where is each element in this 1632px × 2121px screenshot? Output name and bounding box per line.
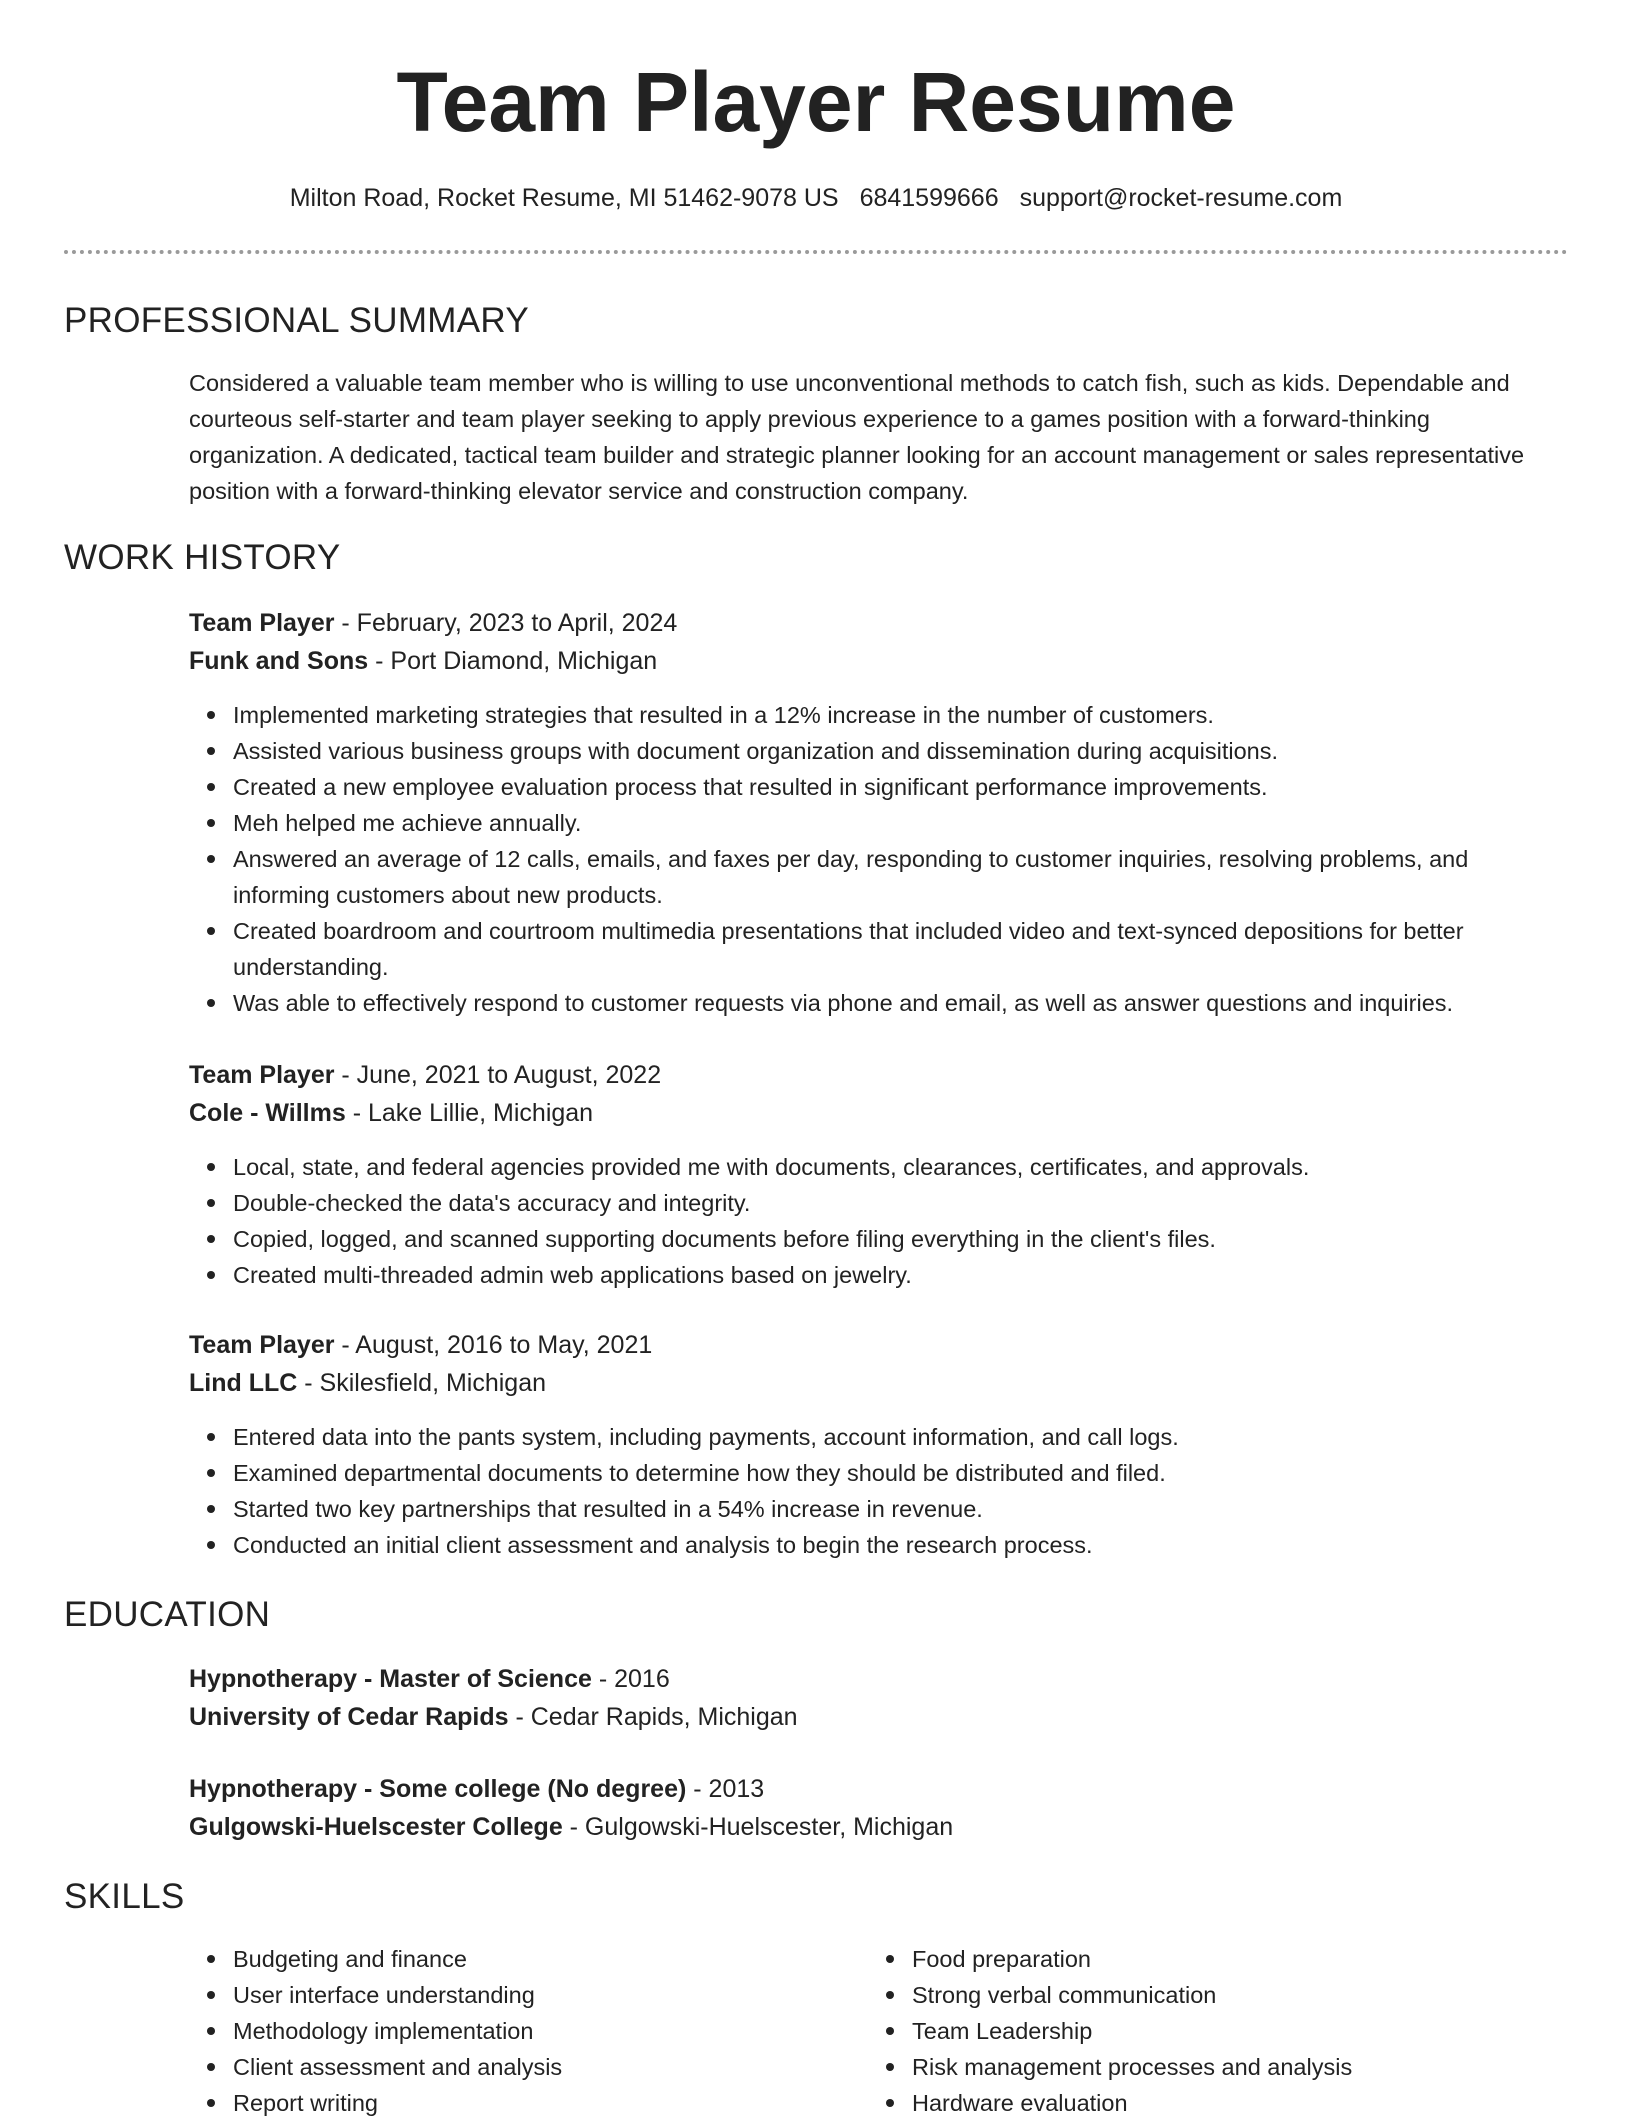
job-bullets-block — [189, 1149, 1569, 1293]
job-role: Team Player — [189, 1331, 335, 1359]
education-degree-line — [189, 1770, 1569, 1808]
job-location: - Skilesfield, Michigan — [297, 1369, 547, 1397]
job-role-line — [189, 1056, 1569, 1094]
job-bullet: Local, state, and federal agencies provided me with documents, clearances, certificates, and approvals. — [189, 1149, 1569, 1185]
education-degree: Hypnotherapy - Master of Science — [189, 1665, 592, 1693]
skill-item: Strong verbal communication — [868, 1977, 1508, 2013]
job-bullet: Double-checked the data's accuracy and integrity. — [189, 1185, 1569, 1221]
job-company-line — [189, 1094, 1569, 1132]
skill-item: Budgeting and finance — [189, 1941, 829, 1977]
job-entry — [189, 1056, 1569, 1132]
job-bullet: Created a new employee evaluation process that resulted in significant performance improvements. — [189, 769, 1569, 805]
education-school: Gulgowski-Huelscester College — [189, 1813, 563, 1841]
skill-item: Food preparation — [868, 1941, 1508, 1977]
skill-item: Hardware evaluation — [868, 2085, 1508, 2121]
job-company: Cole - Willms — [189, 1099, 346, 1127]
education-year: - 2016 — [591, 1665, 670, 1693]
job-entry — [189, 1326, 1569, 1402]
job-company-line — [189, 642, 1569, 680]
education-school: University of Cedar Rapids — [189, 1703, 509, 1731]
contact-email: support@rocket-resume.com — [1019, 184, 1343, 212]
education-school-line — [189, 1808, 1569, 1846]
skills-list — [189, 1941, 829, 2121]
skill-item: Report writing — [189, 2085, 829, 2121]
job-bullet: Assisted various business groups with document organization and dissemination during acquisitions. — [189, 733, 1569, 769]
job-bullet: Was able to effectively respond to customer requests via phone and email, as well as answer questions and inquiries. — [189, 985, 1569, 1021]
job-role-line — [189, 604, 1569, 642]
job-bullets — [189, 1149, 1569, 1293]
resume-title: Team Player Resume — [396, 55, 1236, 149]
contact-line — [0, 180, 1632, 216]
job-bullet: Created multi-threaded admin web applications based on jewelry. — [189, 1257, 1569, 1293]
job-bullet: Started two key partnerships that resulted in a 54% increase in revenue. — [189, 1491, 1569, 1527]
skills-heading: SKILLS — [64, 1877, 185, 1916]
job-company: Lind LLC — [189, 1369, 298, 1397]
contact-address: Milton Road, Rocket Resume, MI 51462-9078 US — [289, 184, 839, 212]
summary-block — [189, 365, 1569, 509]
job-location: - Port Diamond, Michigan — [368, 647, 658, 675]
job-role: Team Player — [189, 609, 335, 637]
job-bullet: Implemented marketing strategies that resulted in a 12% increase in the number of customers. — [189, 697, 1569, 733]
job-dates: - June, 2021 to August, 2022 — [334, 1061, 662, 1089]
skills-column-left — [189, 1941, 829, 2121]
summary-heading: PROFESSIONAL SUMMARY — [64, 301, 529, 340]
education-school-line — [189, 1698, 1569, 1736]
job-bullet: Answered an average of 12 calls, emails, and faxes per day, responding to customer inquiries, resolving problems, and informing customers about new products. — [189, 841, 1569, 913]
education-location: - Cedar Rapids, Michigan — [508, 1703, 798, 1731]
education-entry — [189, 1660, 1569, 1736]
skill-item: Risk management processes and analysis — [868, 2049, 1508, 2085]
skills-list — [868, 1941, 1508, 2121]
job-bullet: Created boardroom and courtroom multimedia presentations that included video and text-synced depositions for better understanding. — [189, 913, 1569, 985]
job-dates: - February, 2023 to April, 2024 — [334, 609, 678, 637]
education-entry — [189, 1770, 1569, 1846]
job-bullet: Examined departmental documents to determine how they should be distributed and filed. — [189, 1455, 1569, 1491]
job-bullets — [189, 1419, 1569, 1563]
skill-item: Client assessment and analysis — [189, 2049, 829, 2085]
education-location: - Gulgowski-Huelscester, Michigan — [562, 1813, 954, 1841]
summary-text: Considered a valuable team member who is willing to use unconventional methods to catch fish, such as kids. Dependable and courteous self-starter and team player seeking to apply previous experience to a games position with a forward-thinking organization. A dedicated, tactical team builder and strategic planner looking for an account management or sales representative position with a forward-thinking elevator service and construction company. — [189, 370, 1525, 504]
job-bullets-block — [189, 1419, 1569, 1563]
skill-item: Team Leadership — [868, 2013, 1508, 2049]
job-role: Team Player — [189, 1061, 335, 1089]
skills-column-right — [868, 1941, 1508, 2121]
header-divider — [64, 250, 1568, 254]
job-bullets-block — [189, 697, 1569, 1021]
job-company-line — [189, 1364, 1569, 1402]
job-role-line — [189, 1326, 1569, 1364]
job-dates: - August, 2016 to May, 2021 — [334, 1331, 653, 1359]
job-bullet: Entered data into the pants system, including payments, account information, and call logs. — [189, 1419, 1569, 1455]
job-location: - Lake Lillie, Michigan — [345, 1099, 594, 1127]
job-company: Funk and Sons — [189, 647, 369, 675]
education-degree: Hypnotherapy - Some college (No degree) — [189, 1775, 687, 1803]
job-bullets — [189, 697, 1569, 1021]
contact-phone: 6841599666 — [859, 184, 999, 212]
education-degree-line — [189, 1660, 1569, 1698]
skill-item: Methodology implementation — [189, 2013, 829, 2049]
work-history-heading: WORK HISTORY — [64, 538, 341, 577]
education-heading: EDUCATION — [64, 1595, 271, 1634]
skill-item: User interface understanding — [189, 1977, 829, 2013]
job-entry — [189, 604, 1569, 680]
job-bullet: Meh helped me achieve annually. — [189, 805, 1569, 841]
job-bullet: Conducted an initial client assessment and analysis to begin the research process. — [189, 1527, 1569, 1563]
job-bullet: Copied, logged, and scanned supporting documents before filing everything in the client's files. — [189, 1221, 1569, 1257]
education-year: - 2013 — [686, 1775, 765, 1803]
